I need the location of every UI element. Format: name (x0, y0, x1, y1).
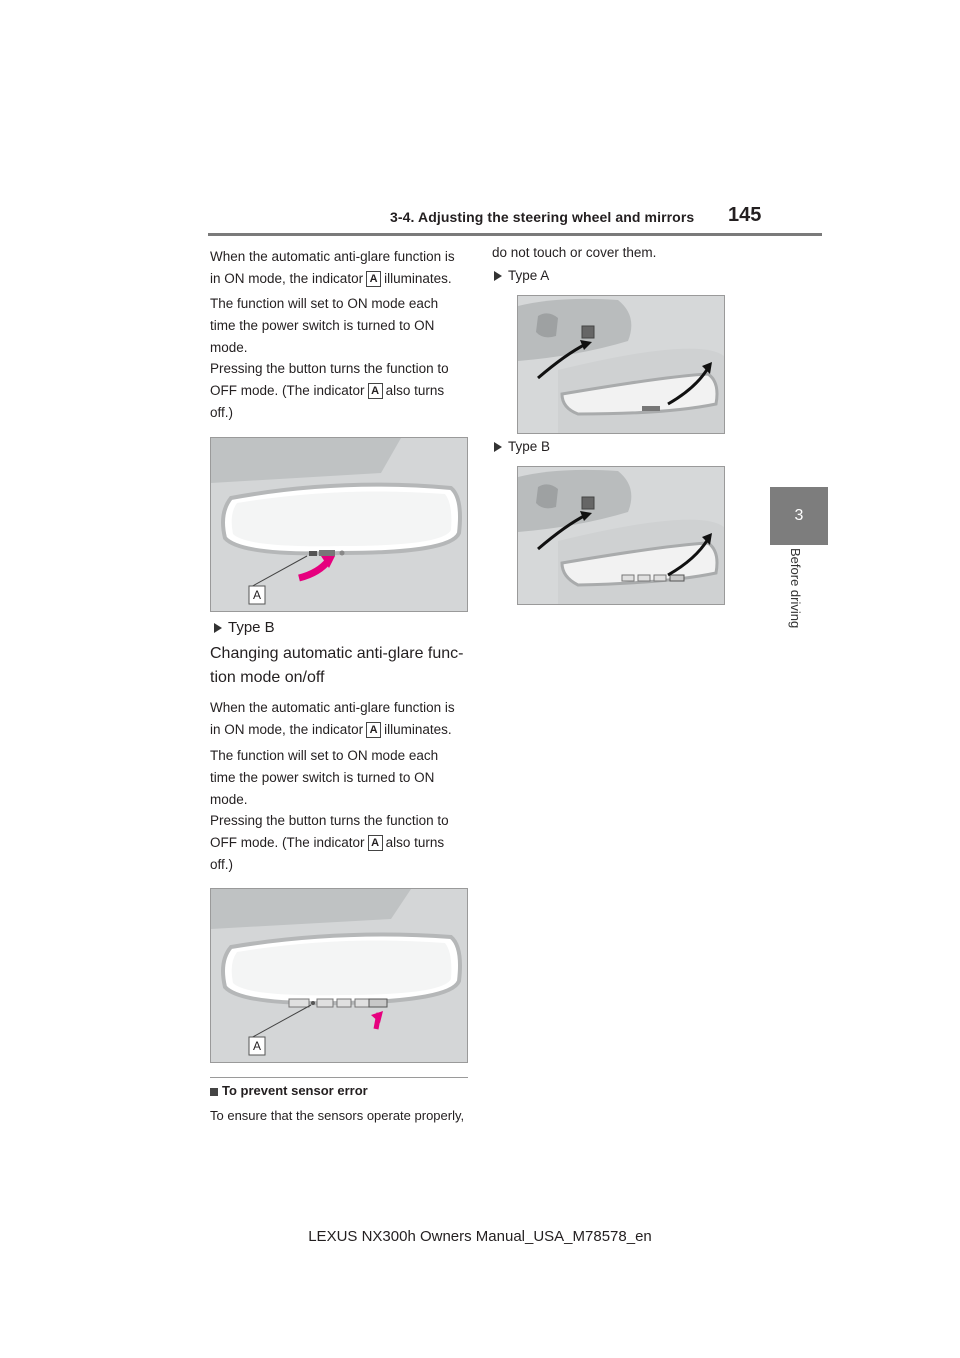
figure-callout-a: A (253, 588, 262, 602)
text-line: Pressing the button turns the function to (210, 361, 449, 376)
paragraph-on-mode-2: The function will set to ON mode each time the power switch is turned to ON mode. (210, 748, 439, 807)
type-a-label (494, 265, 549, 287)
type-b-label (214, 617, 275, 639)
bullet-square-icon (210, 1088, 218, 1096)
sensor-paragraph: To ensure that the sensors operate properly, (210, 1108, 465, 1123)
indicator-a-icon: A (368, 383, 383, 399)
text-fragment: in ON mode, the indicator (210, 722, 364, 737)
page-number: 145 (728, 204, 762, 226)
bullet-triangle-icon (494, 271, 502, 281)
text-fragment: also turns (385, 835, 445, 850)
text-line: off.) (210, 405, 234, 420)
text-line: When the automatic anti-glare function is (210, 700, 455, 715)
text-fragment: also turns (385, 383, 445, 398)
text-line (210, 380, 470, 402)
paragraph-indicator-on (210, 246, 470, 290)
continuation-paragraph: do not touch or cover them. (492, 245, 657, 260)
sensor-figure-type-b (517, 466, 725, 605)
label-text: Type A (508, 268, 550, 283)
mirror-figure-type-b (210, 888, 468, 1063)
text-fragment: OFF mode. (The indicator (210, 383, 365, 398)
type-b-label-right (494, 436, 550, 458)
text-line (210, 832, 470, 854)
section-title: 3-4. Adjusting the steering wheel and mirrors (390, 209, 695, 225)
text-fragment: illuminates. (384, 722, 452, 737)
text-line (210, 268, 470, 290)
chapter-tab: 3 (770, 487, 828, 545)
indicator-a-icon: A (368, 835, 383, 851)
paragraph-off-mode (210, 358, 470, 424)
text-line (210, 719, 470, 741)
text-line: off.) (210, 857, 234, 872)
indicator-a-icon: A (366, 722, 381, 738)
chapter-label: Before driving (788, 548, 803, 629)
sensor-heading (210, 1083, 368, 1098)
bullet-triangle-icon (214, 623, 222, 633)
paragraph-on-mode: The function will set to ON mode each time the power switch is turned to ON mode. (210, 296, 439, 355)
text-fragment: OFF mode. (The indicator (210, 835, 365, 850)
header-divider (208, 233, 822, 236)
figure-callout-a: A (253, 1039, 262, 1053)
indicator-a-icon: A (366, 271, 381, 287)
heading-text: To prevent sensor error (222, 1083, 368, 1098)
sensor-illustration (518, 296, 724, 433)
text-fragment: in ON mode, the indicator (210, 271, 364, 286)
sensor-figure-type-a (517, 295, 725, 434)
text-line: Pressing the button turns the function to (210, 813, 449, 828)
footer-text: LEXUS NX300h Owners Manual_USA_M78578_en (308, 1228, 652, 1245)
subheading-mode-toggle: Changing automatic anti-glare func- tion mode on/off (210, 645, 464, 686)
text-line: When the automatic anti-glare function is (210, 249, 455, 264)
paragraph-off-mode-2 (210, 810, 470, 876)
paragraph-indicator-on-2 (210, 697, 470, 741)
label-text: Type B (228, 619, 275, 636)
section-divider (210, 1077, 468, 1078)
sensor-illustration (518, 467, 724, 604)
mirror-figure-type-a (210, 437, 468, 612)
mirror-illustration (211, 889, 467, 1062)
mirror-illustration (211, 438, 467, 611)
bullet-triangle-icon (494, 442, 502, 452)
label-text: Type B (508, 439, 551, 454)
text-fragment: illuminates. (384, 271, 452, 286)
